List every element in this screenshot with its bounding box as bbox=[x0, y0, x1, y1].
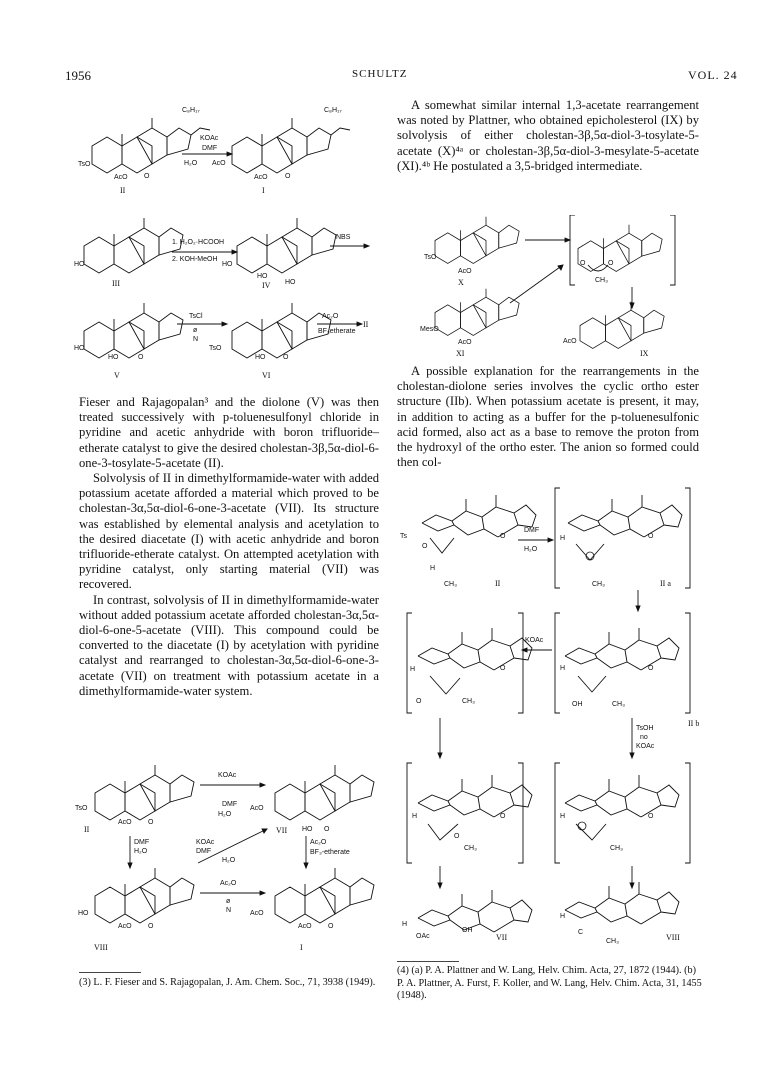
scheme-interconversion bbox=[70, 758, 380, 958]
compound-number-vii: VII bbox=[496, 933, 508, 942]
tsoh-label: TsOH bbox=[636, 725, 654, 732]
compound-number-xi: XI bbox=[456, 349, 465, 358]
compound-number-ii-b: II bbox=[84, 825, 90, 834]
molecule-xi bbox=[435, 289, 519, 336]
oh-label-vii: OH bbox=[462, 927, 473, 934]
compound-number-ii: II bbox=[120, 186, 126, 195]
text-block-right-mid bbox=[397, 364, 699, 470]
ho-label-iv-5: HO bbox=[257, 273, 268, 280]
ho-label-iv-3: HO bbox=[222, 261, 233, 268]
molecule-ix bbox=[580, 302, 664, 349]
ho-label-v-3: HO bbox=[74, 345, 85, 352]
o-label-anion-6: O bbox=[500, 665, 506, 672]
aco-label-x: AcO bbox=[458, 268, 472, 275]
molecule-viii-chair bbox=[565, 882, 679, 924]
ch3-label-int-2: CH₃ bbox=[610, 845, 623, 852]
compound-number-iia: II a bbox=[660, 579, 671, 588]
ho-label-vi: HO bbox=[255, 354, 266, 361]
compound-number-vii-b: VII bbox=[276, 826, 288, 835]
footnote-3: (3) L. F. Fieser and S. Rajagopalan, J. Am. Chem. Soc., 71, 3938 (1949). bbox=[79, 977, 376, 988]
tso-label-x: TsO bbox=[424, 254, 437, 261]
compound-number-viii: VIII bbox=[666, 933, 680, 942]
koac-label-mech: KOAc bbox=[525, 637, 544, 644]
text-block-right-top bbox=[397, 98, 699, 174]
tso-label-ii: TsO bbox=[78, 161, 91, 168]
aco-label-i-3: AcO bbox=[212, 160, 226, 167]
o-label-i: O bbox=[285, 173, 291, 180]
n-label-1: N bbox=[193, 336, 199, 343]
compound-number-vi: VI bbox=[262, 371, 271, 380]
koac-label-b: KOAc bbox=[218, 772, 237, 779]
phi-label-b: ø bbox=[226, 898, 231, 905]
compound-number-ix: IX bbox=[640, 349, 649, 358]
compound-number-x: X bbox=[458, 278, 464, 287]
h-label-vii: H bbox=[402, 921, 408, 928]
o-label-vi: O bbox=[283, 354, 289, 361]
dmf-label-mech: DMF bbox=[524, 527, 540, 534]
ch3-label-iib: CH₃ bbox=[612, 701, 625, 708]
o-label-bridge-2: O bbox=[608, 260, 614, 267]
molecule-vii-b bbox=[275, 765, 374, 820]
compound-number-iib: II b bbox=[688, 719, 700, 728]
molecule-int-2 bbox=[565, 775, 679, 817]
o-label-ii: O bbox=[144, 173, 150, 180]
ac2o-label-c: Ac₂O bbox=[220, 880, 237, 887]
ac2o-label-b: Ac₂O bbox=[310, 839, 327, 846]
oac-label-vii: OAc bbox=[416, 933, 430, 940]
page-number: 1956 bbox=[65, 68, 91, 83]
compound-number-iv: IV bbox=[262, 281, 271, 290]
ch3-label-ii: CH₃ bbox=[444, 581, 457, 588]
n-label-b: N bbox=[226, 907, 232, 914]
aco-label-viii-b: AcO bbox=[118, 923, 132, 930]
text-block-left bbox=[79, 395, 379, 699]
dmf-label-1: DMF bbox=[202, 145, 218, 152]
paragraph: In contrast, solvolysis of II in dimethylformamide-water without added potassium acetate afforded cholestan-3α,5α-diol-6-one-5-acetate (VIII). This compound could be converted to the diacetate (I) by acetylation with pyridine catalyst and rearranged to cholestan-3α,5α-diol-6-one-3-acetate (VII) on treatment with potassium acetate in a dimethylformamide-water system. bbox=[79, 592, 379, 698]
compound-number-v: V bbox=[114, 371, 120, 380]
paragraph: Solvolysis of II in dimethylformamide-water with added potassium acetate afforded a material which proved to be cholestan-3α,5α-diol-6-one-3-acetate (VII). Its structure was established by elemental analysis and acetylation to the desired diacetate (I) with acetic anhydride and boron trifluoride-etherate catalyst. On attempted acetylation with pyridine catalyst, only starting material (VII) was recovered. bbox=[79, 471, 379, 592]
dmf-label-b: DMF bbox=[222, 801, 238, 808]
koac-label-1: KOAc bbox=[200, 135, 219, 142]
aco-label-i-b-5: AcO bbox=[298, 923, 312, 930]
scheme-mechanism bbox=[400, 478, 700, 948]
molecule-ii-chair bbox=[422, 495, 536, 537]
h2o-label-d: H₂O bbox=[222, 857, 236, 864]
paragraph: A possible explanation for the rearrangements in the cholestan-diolone series involves the cyclic ortho ester structure (IIb). When potassium acetate is present, it may, in addition to acting as a buffer for the p-toluenesulfonic acid formed, also act as a base to remove the proton from the hydroxyl of the ortho ester. The anion so formed could then col- bbox=[397, 364, 699, 470]
h-label-iib: H bbox=[560, 665, 566, 672]
side-chain-label-ii: C₈H₁₇ bbox=[182, 107, 200, 114]
side-chain-label-i: C₈H₁₇ bbox=[324, 107, 342, 114]
compound-number-iii: III bbox=[112, 279, 120, 288]
paragraph: A somewhat similar internal 1,3-acetate rearrangement was noted by Plattner, who obtained epicholesterol (IX) by solvolysis of either cholestan-3β,5α-diol-3-tosylate-5-acetate (X)⁴ᵃ or cholestan-3β,5α-diol-3-mesylate-5-acetate (XI).⁴ᵇ He postulated a 3,5-bridged intermediate. bbox=[397, 98, 699, 173]
h2o-label-b: H₂O bbox=[218, 811, 232, 818]
tso-label-vi: TsO bbox=[209, 345, 222, 352]
ch3-label-int-1: CH₃ bbox=[464, 845, 477, 852]
koac-label-no: KOAc bbox=[636, 743, 655, 750]
ch3-label-viii: CH₃ bbox=[606, 938, 619, 945]
aco-label-ii-b: AcO bbox=[118, 819, 132, 826]
molecule-iv bbox=[237, 218, 336, 273]
o-label-ii-6: O bbox=[500, 533, 506, 540]
product-number-ii: II bbox=[363, 320, 369, 329]
o-label-i-b: O bbox=[328, 923, 334, 930]
h-label-int-1: H bbox=[412, 813, 418, 820]
compound-number-ii-mech: II bbox=[495, 579, 501, 588]
o-label-int-1-6: O bbox=[500, 813, 506, 820]
molecule-v bbox=[84, 303, 183, 358]
no-label: no bbox=[640, 734, 648, 741]
ho-label-iv-6: HO bbox=[285, 279, 296, 286]
molecule-vii-chair bbox=[418, 890, 532, 932]
aco-label-i-5: AcO bbox=[254, 174, 268, 181]
h-label-int-2: H bbox=[560, 813, 566, 820]
aco-label-ix: AcO bbox=[563, 338, 577, 345]
bf3-label-1: BF₃etherate bbox=[318, 328, 356, 335]
dmf-label-d: DMF bbox=[196, 848, 212, 855]
compound-number-i-b: I bbox=[300, 943, 303, 952]
aco-label-xi: AcO bbox=[458, 339, 472, 346]
molecule-int-1 bbox=[418, 775, 532, 817]
molecule-viii-b bbox=[95, 868, 194, 923]
h-label-viii: H bbox=[560, 913, 566, 920]
o-label-vii-b: O bbox=[324, 826, 330, 833]
h-label-iia: H bbox=[560, 535, 566, 542]
molecule-bridged bbox=[578, 225, 662, 272]
ho-label-viii: C bbox=[578, 929, 584, 936]
footnote-rule-left bbox=[79, 972, 141, 973]
molecule-x bbox=[435, 217, 519, 264]
koac-label-c: KOAc bbox=[196, 839, 215, 846]
meso-label-xi: MesO bbox=[420, 326, 439, 333]
paragraph: Fieser and Rajagopalan³ and the diolone (V) was then treated successively with p-toluenesulfonyl chloride in pyridine and acetic anhydride with boron trifluoride–etherate catalyst to give the desired cholestan-3β,5α-diol-6-one-3-tosylate-5-acetate (II). bbox=[79, 395, 379, 470]
ho-label-viii-b: HO bbox=[78, 910, 89, 917]
step-label-iii-iv-1: 1. H₂O₂·HCOOH bbox=[172, 239, 225, 246]
volume-number: VOL. 24 bbox=[688, 68, 738, 82]
o-label-viii-b: O bbox=[148, 923, 154, 930]
molecule-ii-b bbox=[95, 765, 194, 820]
molecule-iia bbox=[568, 495, 682, 537]
bf3-label-b: BF₃-etherate bbox=[310, 849, 350, 856]
ch3-label-anion: CH₃ bbox=[462, 698, 475, 705]
aco-label-i-b-3: AcO bbox=[250, 910, 264, 917]
molecule-iib bbox=[565, 628, 679, 670]
ch3-label-iia: CH₃ bbox=[592, 581, 605, 588]
molecule-vi bbox=[232, 303, 331, 358]
step-label-iii-iv-2: 2. KOH-MeOH bbox=[172, 256, 218, 263]
footnote-4: (4) (a) P. A. Plattner and W. Lang, Helv. Chim. Acta, 27, 1872 (1944). (b) P. A. Plattner, A. Furst, F. Koller, and W. Lang, Helv. Chim. Acta, 31, 1455 (1948). bbox=[397, 965, 702, 1002]
o-label-ii-a: O bbox=[422, 543, 428, 550]
molecule-iii bbox=[84, 218, 183, 273]
o-label-anion: O bbox=[416, 698, 422, 705]
o-label-v: O bbox=[138, 354, 144, 361]
molecule-i bbox=[232, 118, 350, 173]
h-label-ii: H bbox=[430, 565, 436, 572]
aco-label-vii-b: AcO bbox=[250, 805, 264, 812]
h-label-anion: H bbox=[410, 666, 416, 673]
ho-label-vii-b: HO bbox=[302, 826, 313, 833]
compound-number-viii-b: VIII bbox=[94, 943, 108, 952]
aco-label-ii: AcO bbox=[114, 174, 128, 181]
compound-number-i: I bbox=[262, 186, 265, 195]
ch3-label-bridge: CH₃ bbox=[595, 277, 608, 284]
ac2o-label-1: Ac₂O bbox=[322, 313, 339, 320]
h2o-label-1: H₂O bbox=[184, 160, 198, 167]
ts-label: Ts bbox=[400, 533, 407, 540]
molecule-i-b bbox=[275, 868, 374, 923]
phi-label-1: ø bbox=[193, 327, 198, 334]
o-label-iib-6: O bbox=[648, 665, 654, 672]
scheme-plattner bbox=[420, 215, 685, 360]
tso-label-ii-b: TsO bbox=[75, 805, 88, 812]
dmf-label-c: DMF bbox=[134, 839, 150, 846]
scheme-synthesis bbox=[72, 96, 372, 386]
nbs-label: NBS bbox=[336, 234, 351, 241]
o-label-ii-b: O bbox=[148, 819, 154, 826]
o-label-int-1: O bbox=[454, 833, 460, 840]
oh-label-iib: OH bbox=[572, 701, 583, 708]
ho-label-v-5: HO bbox=[108, 354, 119, 361]
h2o-label-mech: H₂O bbox=[524, 546, 538, 553]
o-label-bridge-1: O bbox=[580, 260, 586, 267]
ho-label-iii: HO bbox=[74, 261, 85, 268]
running-head-author: SCHULTZ bbox=[352, 68, 408, 80]
molecule-anion bbox=[418, 628, 532, 670]
tscl-label: TsCl bbox=[189, 313, 203, 320]
h2o-label-c: H₂O bbox=[134, 848, 148, 855]
o-label-iia-6: O bbox=[648, 533, 654, 540]
footnote-rule-right bbox=[397, 961, 459, 962]
o-label-int-2-6: O bbox=[648, 813, 654, 820]
